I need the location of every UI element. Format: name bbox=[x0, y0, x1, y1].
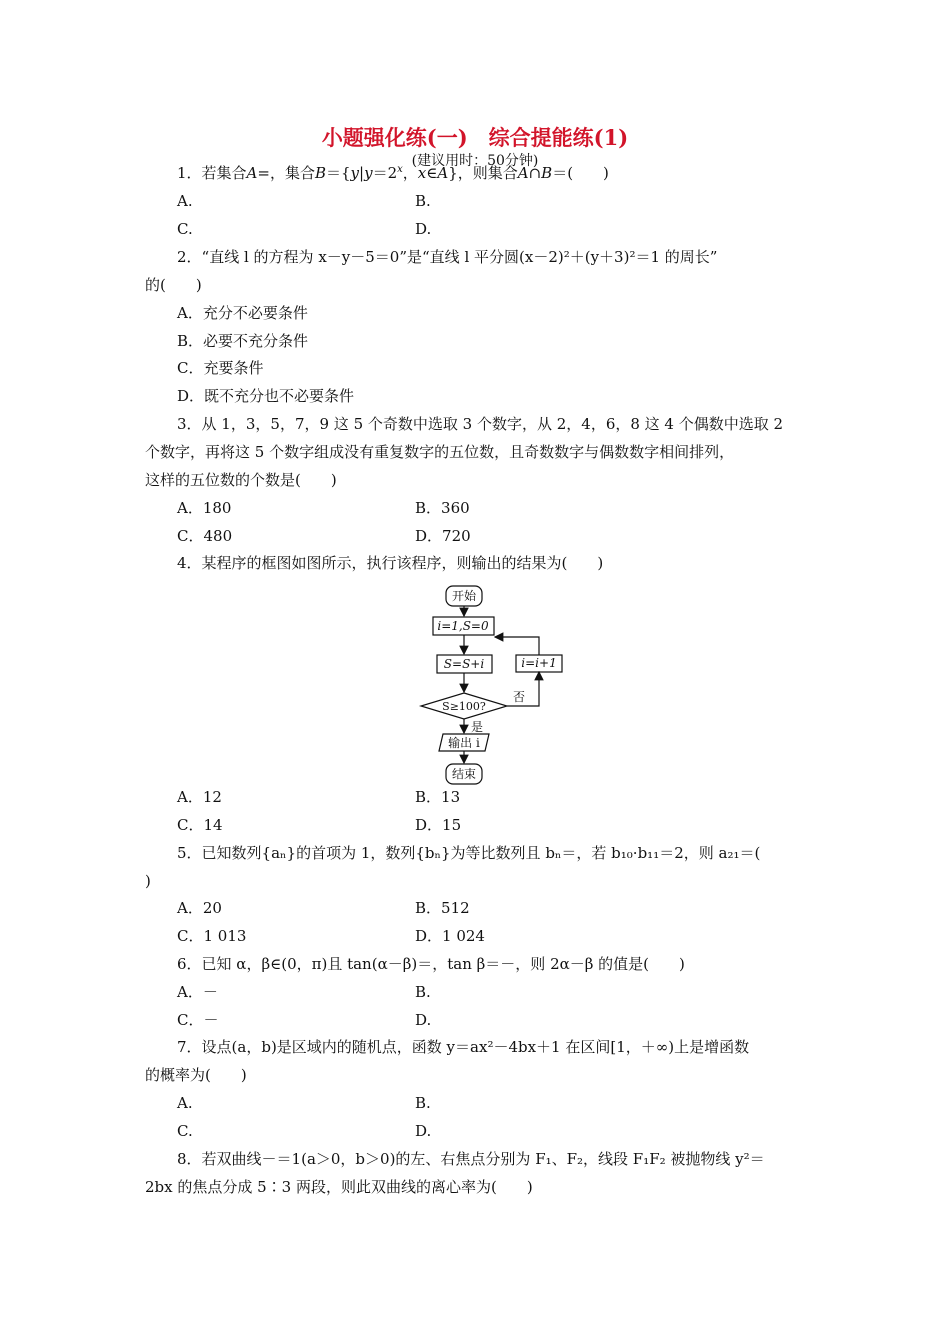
flowchart-incr-label: i=i+1 bbox=[521, 656, 557, 670]
flowchart-cond-label: S≥100? bbox=[442, 700, 486, 713]
flowchart-start-box bbox=[446, 586, 482, 606]
question-5-option-d: D．1 024 bbox=[415, 927, 485, 945]
question-3-option-d: D．720 bbox=[415, 527, 471, 545]
flowchart-output-box bbox=[439, 734, 489, 751]
flowchart-end-box bbox=[446, 764, 482, 784]
question-3-option-b: B．360 bbox=[415, 499, 470, 517]
question-5-option-c: C．1 013 bbox=[177, 927, 247, 945]
question-1-option-c: C. bbox=[177, 220, 193, 238]
question-3-line-1: 3．从 1，3，5，7，9 这 5 个奇数中选取 3 个数字，从 2，4，6，8 这 4 个偶数中选取 2 bbox=[177, 415, 784, 433]
question-4-option-c: C．14 bbox=[177, 816, 223, 834]
question-6-option-c: C．－ bbox=[177, 1011, 219, 1029]
flowchart-init-label: i=1,S=0 bbox=[437, 619, 489, 633]
question-7-line-1: 7．设点(a，b)是区域内的随机点，函数 y＝ax²－4bx＋1 在区间[1，＋∞)上是增函数 bbox=[177, 1038, 750, 1056]
question-1-option-d: D. bbox=[415, 220, 432, 238]
question-2-option-d: D．既不充分也不必要条件 bbox=[177, 387, 355, 405]
question-5-option-a: A．20 bbox=[177, 899, 222, 917]
flowchart-end-label: 结束 bbox=[451, 767, 477, 781]
question-3-line-3: 这样的五位数的个数是( ) bbox=[145, 471, 337, 489]
page-title: 小题强化练(一) 综合提能练(1) bbox=[321, 125, 629, 150]
question-5-line-2: ) bbox=[145, 872, 151, 890]
question-7-option-d: D. bbox=[415, 1122, 432, 1140]
question-3-option-a: A．180 bbox=[177, 499, 232, 517]
question-1-text: 1．若集合A=，集合$B=\{y|y=2^x$，x∈A}，则集合A∩B＝( ) bbox=[177, 164, 609, 182]
question-2-option-a: A．充分不必要条件 bbox=[177, 304, 308, 322]
question-2-option-c: C．充要条件 bbox=[177, 359, 264, 377]
question-2-line-1: 2．“直线 l 的方程为 x－y－5＝0”是“直线 l 平分圆(x－2)²＋(y＋3)²＝1 的周长” bbox=[177, 248, 718, 266]
question-2-line-2: 的( ) bbox=[145, 276, 202, 294]
question-7-line-2: 的概率为( ) bbox=[145, 1066, 247, 1084]
flowchart-output-label: 输出 i bbox=[448, 736, 480, 750]
question-7-option-c: C. bbox=[177, 1122, 193, 1140]
question-7-option-b: B. bbox=[415, 1094, 431, 1112]
question-6-line-1: 6．已知 α，β∈(0，π)且 tan(α－β)＝，tan β＝－，则 2α－β 的值是( ) bbox=[177, 955, 685, 973]
question-6-option-a: A．－ bbox=[177, 983, 218, 1001]
flowchart-init-box bbox=[433, 617, 494, 635]
question-3-option-c: C．480 bbox=[177, 527, 233, 545]
flowchart-no-label: 否 bbox=[512, 690, 526, 704]
page-subtitle: (建议用时：50分钟) bbox=[411, 153, 539, 169]
question-5-line-1: 5．已知数列{aₙ}的首项为 1，数列{bₙ}为等比数列且 bₙ＝，若 b₁₀·b₁₁＝2，则 a₂₁＝( bbox=[177, 844, 761, 862]
question-5-option-b: B．512 bbox=[415, 899, 470, 917]
question-4-option-b: B．13 bbox=[415, 788, 461, 806]
flowchart-decision-diamond bbox=[421, 693, 507, 719]
flowchart-yes-label: 是 bbox=[470, 720, 484, 734]
question-4-option-a: A．12 bbox=[177, 788, 222, 806]
question-6-option-b: B. bbox=[415, 983, 431, 1001]
question-1-option-a: A. bbox=[177, 192, 193, 210]
question-8-line-2: 2bx 的焦点分成 5∶3 两段，则此双曲线的离心率为( ) bbox=[145, 1178, 533, 1196]
question-2-option-b: B．必要不充分条件 bbox=[177, 332, 309, 350]
question-4-line-1: 4．某程序的框图如图所示，执行该程序，则输出的结果为( ) bbox=[177, 554, 604, 572]
question-6-option-d: D. bbox=[415, 1011, 432, 1029]
question-8-line-1: 8．若双曲线－＝1(a＞0，b＞0)的左、右焦点分别为 F₁、F₂，线段 F₁F₂ 被抛物线 y²＝ bbox=[177, 1150, 765, 1168]
question-4-option-d: D．15 bbox=[415, 816, 462, 834]
flowchart-accum-label: S=S+i bbox=[443, 657, 485, 671]
flowchart-accum-box bbox=[437, 655, 492, 673]
question-7-option-a: A. bbox=[177, 1094, 193, 1112]
question-1-option-b: B. bbox=[415, 192, 431, 210]
flowchart-start-label: 开始 bbox=[451, 589, 477, 603]
flowchart-incr-box bbox=[516, 655, 562, 672]
question-3-line-2: 个数字，再将这 5 个数字组成没有重复数字的五位数，且奇数数字与偶数数字相间排列， bbox=[145, 443, 735, 461]
